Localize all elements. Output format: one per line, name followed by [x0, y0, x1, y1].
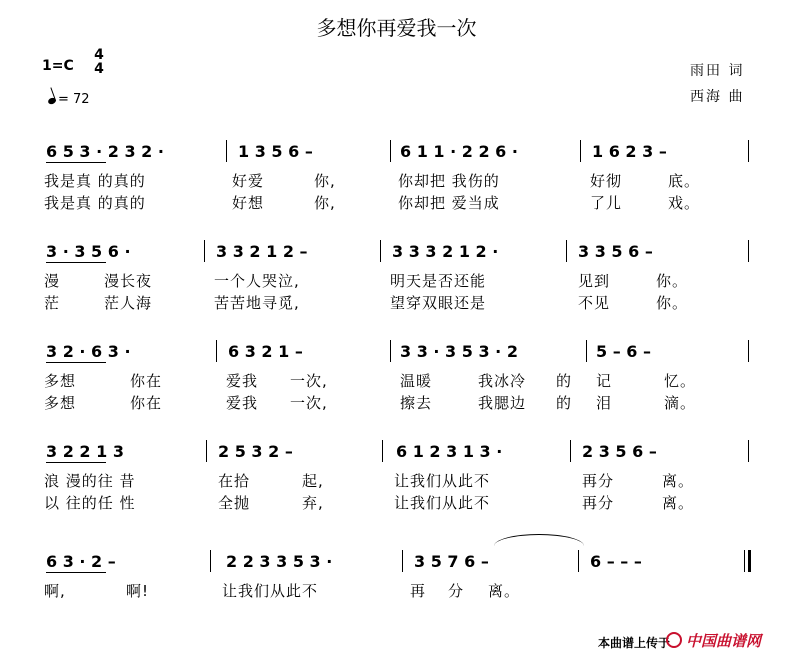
bar-line [390, 340, 391, 362]
lyric-verse-2: 你却把 爱当成 [398, 194, 500, 212]
bar-line [748, 140, 749, 162]
lyric-verse-1: 一次, [290, 372, 328, 390]
tempo-marking [48, 92, 90, 107]
lyric-verse-2: 一次, [290, 394, 328, 412]
beam-underline [46, 572, 106, 573]
lyric-verse-2: 擦去 [400, 394, 433, 412]
final-bar-line [748, 550, 751, 572]
lyric-verse-2: 你, [314, 194, 336, 212]
lyric-verse-1: 多想 [44, 372, 77, 390]
lyric-verse-2: 再分 [582, 494, 615, 512]
beam-underline [46, 162, 106, 163]
lyric-verse-1: 离。 [488, 582, 521, 600]
lyric-verse-1: 一个人哭泣, [214, 272, 300, 290]
lyric-verse-1: 让我们从此不 [222, 582, 319, 600]
note-group: 2 2 3 3 5 3 · [226, 552, 333, 571]
bar-line [382, 440, 383, 462]
note-group: 3 · 3 5 6 · [46, 242, 131, 261]
lyric-verse-1: 忆。 [664, 372, 697, 390]
lyric-verse-2: 好想 [232, 194, 265, 212]
lyric-verse-2: 我是真 的真的 [44, 194, 146, 212]
note-group: 3 3 · 3 5 3 · 2 [400, 342, 518, 361]
lyric-verse-1: 让我们从此不 [394, 472, 491, 490]
lyric-verse-1: 好爱 [232, 172, 265, 190]
lyric-verse-2: 以 往的任 性 [44, 494, 136, 512]
lyricist-credit: 雨田 词 [690, 63, 745, 79]
note-group: 3 3 2 1 2 – [216, 242, 308, 261]
lyric-verse-2: 弃, [302, 494, 324, 512]
key-signature: 1=C [42, 58, 74, 74]
bar-line [204, 240, 205, 262]
note-group: 6 1 1 · 2 2 6 · [400, 142, 518, 161]
lyric-verse-1: 的 [556, 372, 573, 390]
lyric-verse-1: 起, [302, 472, 324, 490]
lyric-verse-2: 望穿双眼还是 [390, 294, 487, 312]
lyric-verse-1: 在拾 [218, 472, 251, 490]
bar-line [206, 440, 207, 462]
lyric-verse-1: 爱我 [226, 372, 259, 390]
bar-line [566, 240, 567, 262]
lyric-verse-1: 分 [448, 582, 465, 600]
note-group: 3 2 · 6 3 · [46, 342, 131, 361]
note-group: 6 – – – [590, 552, 642, 571]
lyric-verse-2: 滴。 [664, 394, 697, 412]
beam-underline [46, 262, 106, 263]
note-group: 6 1 2 3 1 3 · [396, 442, 503, 461]
bar-line [744, 550, 745, 572]
lyric-verse-1: 见到 [578, 272, 611, 290]
bar-line [390, 140, 391, 162]
lyric-verse-2: 让我们从此不 [394, 494, 491, 512]
lyric-verse-1: 你在 [130, 372, 163, 390]
beam-underline [46, 362, 106, 363]
note-group: 3 3 3 2 1 2 · [392, 242, 499, 261]
bar-line [402, 550, 403, 572]
lyric-verse-1: 再 [410, 582, 427, 600]
note-group: 2 3 5 6 – [582, 442, 657, 461]
lyric-verse-2: 你。 [656, 294, 689, 312]
time-signature-top: 4 [94, 47, 104, 63]
lyric-verse-1: 温暖 [400, 372, 433, 390]
note-group: 3 5 7 6 – [414, 552, 489, 571]
lyric-verse-2: 泪 [596, 394, 613, 412]
bar-line [570, 440, 571, 462]
time-signature [92, 48, 106, 76]
lyric-verse-1: 啊! [126, 582, 150, 600]
lyric-verse-1: 我是真 的真的 [44, 172, 146, 190]
bar-line [748, 240, 749, 262]
beam-underline [46, 462, 106, 463]
bar-line [210, 550, 211, 572]
lyric-verse-2: 离。 [662, 494, 695, 512]
site-logo-icon [666, 632, 682, 648]
slur-mark [494, 534, 584, 558]
bar-line [580, 140, 581, 162]
note-group: 6 3 · 2 – [46, 552, 116, 571]
lyric-verse-1: 离。 [662, 472, 695, 490]
song-title: 多想你再爱我一次 [316, 16, 477, 40]
lyric-verse-1: 漫 [44, 272, 61, 290]
note-group: 6 3 2 1 – [228, 342, 303, 361]
lyric-verse-1: 明天是否还能 [390, 272, 487, 290]
quarter-note-icon [47, 97, 57, 105]
lyric-verse-2: 不见 [578, 294, 611, 312]
lyric-verse-2: 茫 [44, 294, 61, 312]
lyric-verse-1: 你, [314, 172, 336, 190]
lyric-verse-1: 我冰冷 [478, 372, 527, 390]
bar-line [748, 440, 749, 462]
lyric-verse-2: 多想 [44, 394, 77, 412]
note-group: 2 5 3 2 – [218, 442, 293, 461]
lyric-verse-1: 再分 [582, 472, 615, 490]
composer-credit: 西海 曲 [690, 89, 745, 105]
lyric-verse-1: 你却把 我伤的 [398, 172, 500, 190]
lyric-verse-1: 浪 漫的往 昔 [44, 472, 136, 490]
lyric-verse-2: 戏。 [668, 194, 701, 212]
lyric-verse-2: 爱我 [226, 394, 259, 412]
lyric-verse-2: 茫人海 [104, 294, 153, 312]
lyric-verse-1: 底。 [668, 172, 701, 190]
note-group: 3 2 2 1 3 [46, 442, 124, 461]
note-group: 6 5 3 · 2 3 2 · [46, 142, 164, 161]
lyric-verse-2: 我腮边 [478, 394, 527, 412]
note-group: 5 – 6 – [596, 342, 651, 361]
lyric-verse-1: 你。 [656, 272, 689, 290]
site-logo-text: 中国曲谱网 [686, 632, 762, 650]
bar-line [748, 340, 749, 362]
tempo-value: = 72 [58, 92, 90, 107]
lyric-verse-2: 全抛 [218, 494, 251, 512]
lyric-verse-2: 你在 [130, 394, 163, 412]
bar-line [226, 140, 227, 162]
lyric-verse-1: 啊, [44, 582, 66, 600]
lyric-verse-1: 漫长夜 [104, 272, 153, 290]
lyric-verse-2: 苦苦地寻觅, [214, 294, 300, 312]
lyric-verse-1: 记 [596, 372, 613, 390]
lyric-verse-2: 了儿 [590, 194, 623, 212]
time-signature-bottom: 4 [94, 61, 104, 77]
bar-line [216, 340, 217, 362]
lyric-verse-1: 好彻 [590, 172, 623, 190]
note-group: 1 6 2 3 – [592, 142, 667, 161]
bar-line [586, 340, 587, 362]
footer-upload-text: 本曲谱上传于 [598, 636, 671, 650]
note-group: 3 3 5 6 – [578, 242, 653, 261]
note-group: 1 3 5 6 – [238, 142, 313, 161]
lyric-verse-2: 的 [556, 394, 573, 412]
bar-line [380, 240, 381, 262]
